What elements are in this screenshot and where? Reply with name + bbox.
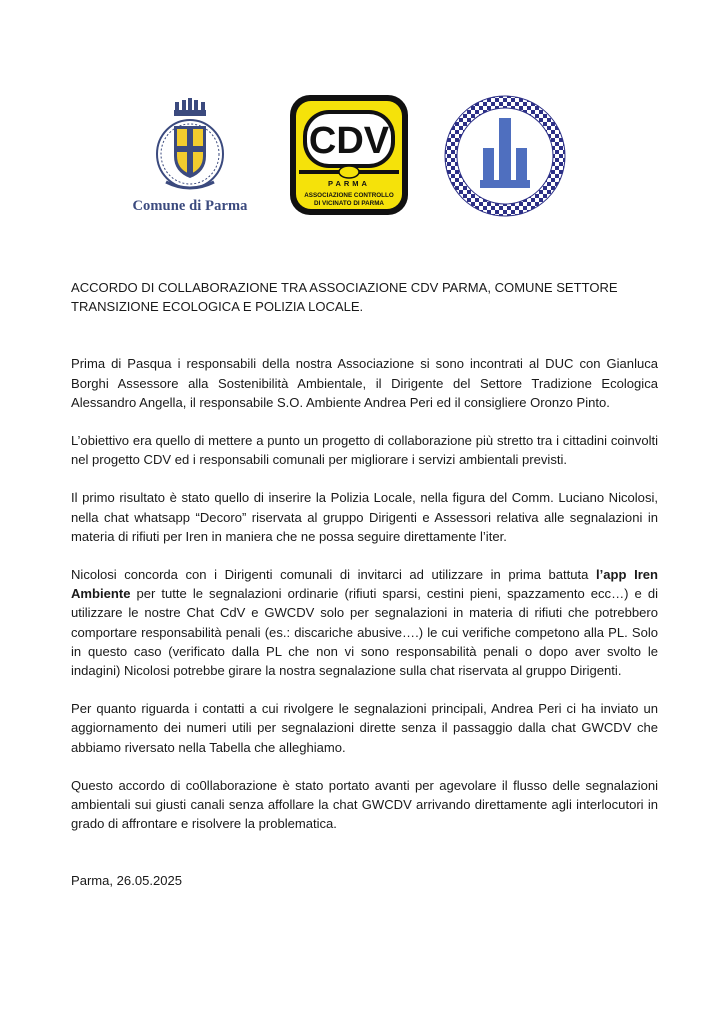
- logo-header: [0, 90, 724, 220]
- cdv-city: PARMA: [328, 179, 370, 188]
- paragraph-first-result: Il primo risultato è stato quello di inserire la Polizia Locale, nella figura del Comm. Luciano Nicolosi, nella chat whatsapp “Decoro” riservata al gruppo Dirigenti e Assessori relativa alle segnalazioni in materia di rifiuti per Iren in maniera che ne possa seguire direttamente l’iter.: [71, 490, 658, 544]
- iren-app-highlight: l’app Iren Ambiente: [71, 567, 658, 602]
- paragraph-contacts: Per quanto riguarda i contatti a cui rivolgere le segnalazioni principali, Andrea Peri ci ha inviato un aggiornamento dei numeri utili per segnalazioni dirette senza il passaggio dalla chat GWCDV che abbiamo riversato nella Tabella che alleghiamo.: [71, 701, 658, 755]
- document-body: [71, 278, 658, 891]
- parma-crest-icon: [152, 98, 228, 196]
- cdv-wordmark: CDV: [308, 120, 390, 162]
- cdv-line1: ASSOCIAZIONE CONTROLLO: [304, 192, 394, 199]
- cdv-parma-logo: [289, 94, 409, 216]
- paragraph-iren-app: [71, 565, 658, 680]
- paragraph-conclusion: Questo accordo di co0llaborazione è stato portato avanti per agevolare il flusso delle segnalazioni ambientali sui giusti canali senza affollare la chat GWCDV arrivando direttamente agli interlocutori in grado di affrontare e risolvere la problematica.: [71, 777, 658, 832]
- paragraph-iren-app-intro: Nicolosi concorda con i Dirigenti comunali di invitarci ad utilizzare in prima battuta: [71, 567, 597, 583]
- comune-di-parma-logo: [128, 98, 252, 222]
- paragraph-meeting: Prima di Pasqua i responsabili della nostra Associazione si sono incontrati al DUC con Gianluca Borghi Assessore alla Sostenibilità Ambientale, il Dirigente del Settore Tradizione Ecologica Alessandro Angella, il responsabile S.O. Ambiente Andrea Peri ed il consigliere Oronzo Pinto.: [71, 356, 658, 410]
- paragraph-iren-app-rest: per tutte le segnalazioni ordinarie (rifiuti sparsi, cestini pieni, spazzamento ecc…) e di utilizzare le nostre Chat CdV e GWCDV solo per segnalazioni in materia di rifiuti che potrebbero comportare responsabilità penali (es.: discariche abusive….) le cui verifiche competono alla PL. Solo in questo caso (verificato dalla PL che non vi sono responsabilità penali o dopo aver svolto le indagini) Nicolosi potrebbe girare la nostra segnalazione sulla chat riservata al gruppo Dirigenti.: [71, 586, 658, 679]
- comune-name: Comune di Parma: [132, 198, 248, 214]
- cdv-line2: DI VICINATO DI PARMA: [314, 200, 384, 207]
- document-title: ACCORDO DI COLLABORAZIONE TRA ASSOCIAZIONE CDV PARMA, COMUNE SETTORE TRANSIZIONE ECOLOGICA E POLIZIA LOCALE.: [71, 280, 618, 315]
- paragraph-objective: L’obiettivo era quello di mettere a punto un progetto di collaborazione più stretto tra i cittadini coinvolti nel progetto CDV ed i responsabili comunali per migliorare i servizi ambientali previsti.: [71, 433, 658, 468]
- polizia-locale-logo: [443, 94, 567, 218]
- document-date: Parma, 26.05.2025: [71, 873, 182, 889]
